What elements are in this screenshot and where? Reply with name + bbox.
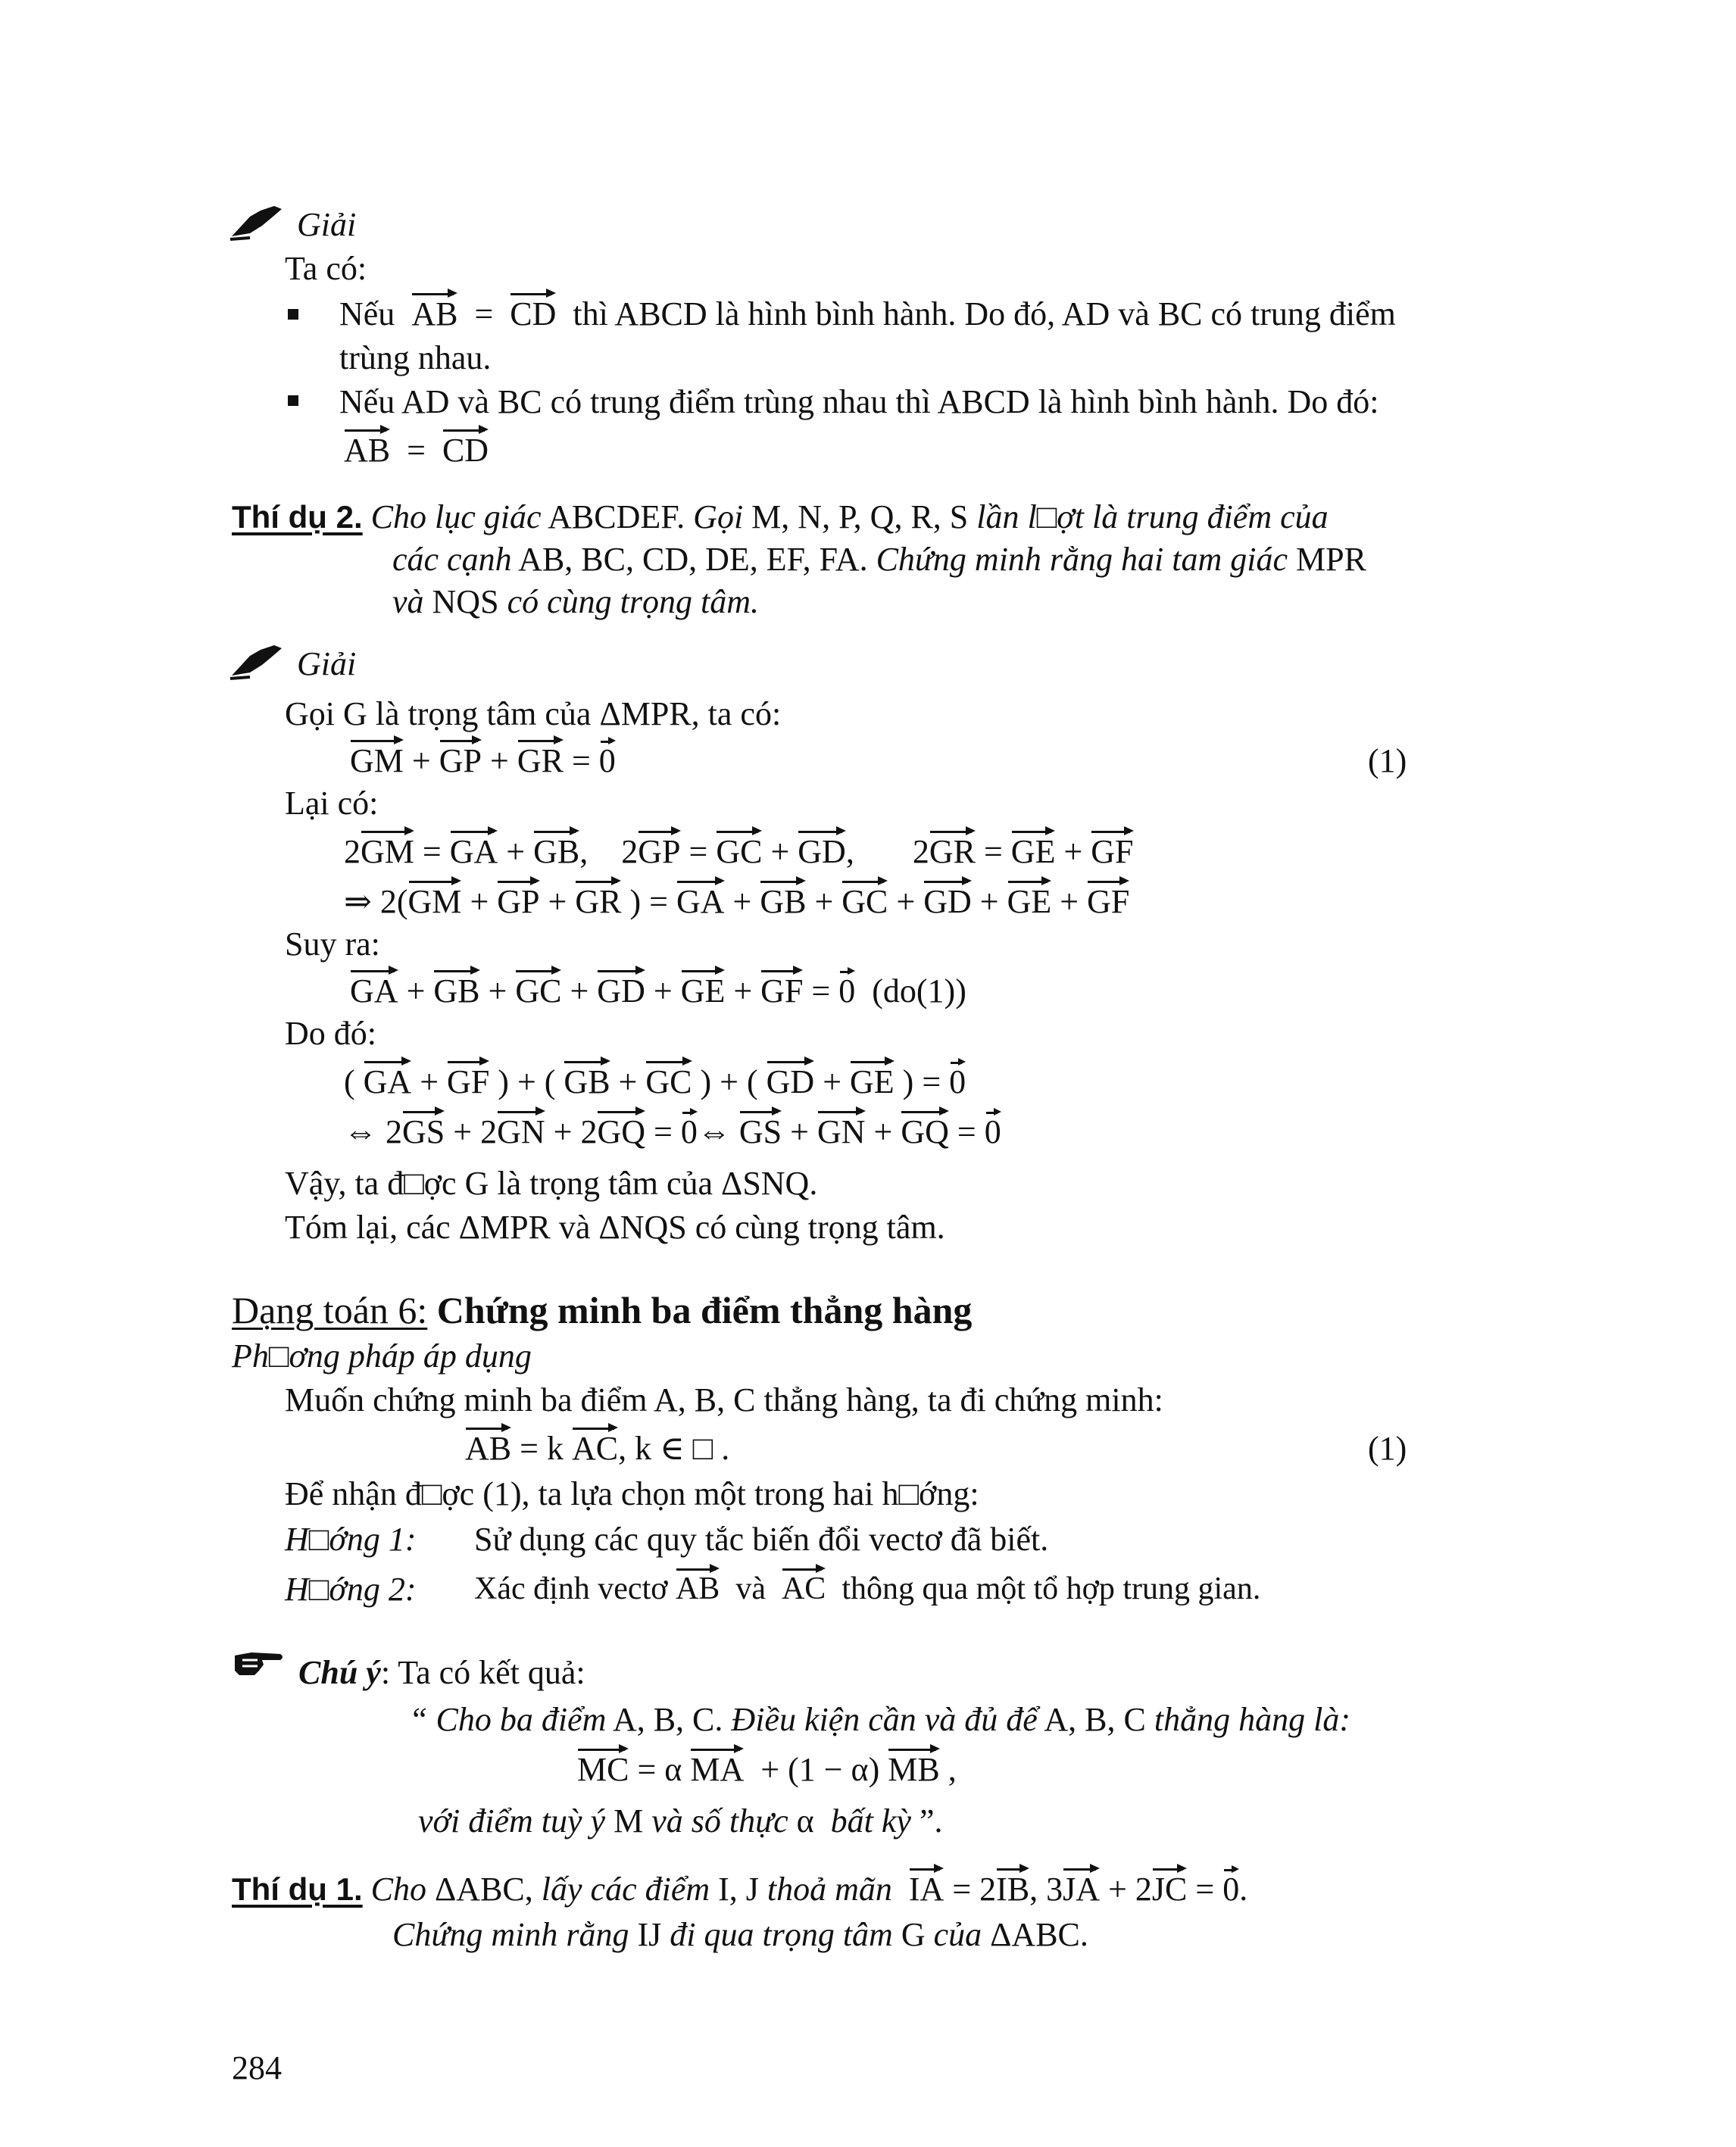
bullet-square xyxy=(288,309,298,320)
sol2-lai-co: Lại có: xyxy=(285,785,379,822)
sol1-bullet2-eq: AB = CD xyxy=(344,432,489,469)
note-quote-line3: với điểm tuỳ ý M và số thực α bất kỳ ”. xyxy=(418,1802,943,1840)
sol1-intro: Ta có: xyxy=(285,250,367,287)
sol2-tom-lai: Tóm lại, các ΔMPR và ΔNQS có cùng trọng tâm. xyxy=(285,1209,945,1246)
equation-number: (1) xyxy=(1368,1430,1407,1467)
equation-number: (1) xyxy=(1368,742,1407,779)
sol2-eq4: GA + GB + GC + GD + GE + GF = 0 (do(1)) xyxy=(350,972,966,1010)
sol2-eq6: ⇔ 2GS + 2GN + 2GQ = 0⇔ GS + GN + GQ = 0 xyxy=(344,1113,1001,1150)
bullet-square xyxy=(288,395,298,406)
writing-hand-icon xyxy=(227,642,286,682)
dang6-formula: AB = k AC, k ∈ □ . xyxy=(465,1430,730,1467)
example-2: Thí dụ 2. Cho lục giác ABCDEF. Gọi M, N, P, Q, R, S lần l□ợt là trung điểm của xyxy=(232,498,1329,535)
note: Chú ý: Ta có kết quả: xyxy=(298,1654,585,1691)
note-formula: MC = α MA + (1 − α) MB , xyxy=(577,1751,957,1788)
method-label: Ph□ơng pháp áp dụng xyxy=(232,1337,532,1375)
sol1-bullet2: Nếu AD và BC có trung điểm trùng nhau thì ABCD là hình bình hành. Do đó: xyxy=(339,383,1379,420)
example-2-line3: và NQS có cùng trọng tâm. xyxy=(392,583,759,620)
solution-label: Giải xyxy=(297,206,357,243)
example-2-line2: các cạnh AB, BC, CD, DE, EF, FA. Chứng minh rằng hai tam giác MPR xyxy=(392,541,1366,578)
sol2-eq2: 2GM = GA + GB, 2GP = GC + GD, 2GR = GE + GF xyxy=(344,833,1134,870)
dang6-line2: Để nhận đ□ợc (1), ta lựa chọn một trong hai h□ớng: xyxy=(285,1475,979,1512)
sol2-suy-ra: Suy ra: xyxy=(285,925,380,963)
sol2-line1: Gọi G là trọng tâm của ΔMPR, ta có: xyxy=(285,695,782,732)
solution-label: Giải xyxy=(297,645,357,682)
sol2-eq1: GM + GP + GR = 0 xyxy=(350,742,616,779)
sol2-eq3: ⇒ 2(GM + GP + GR ) = GA + GB + GC + GD + GE + GF xyxy=(344,883,1130,920)
example-1-line2: Chứng minh rằng IJ đi qua trọng tâm G của ΔABC. xyxy=(392,1916,1088,1953)
note-quote-line1: “ Cho ba điểm A, B, C. Điều kiện cần và đủ để A, B, C thẳng hàng là: xyxy=(409,1701,1350,1738)
pointing-hand-icon xyxy=(232,1648,285,1681)
sol2-vay: Vậy, ta đ□ợc G là trọng tâm của ΔSNQ. xyxy=(285,1165,818,1202)
direction-2-label: H□ớng 2: xyxy=(285,1571,417,1608)
sol1-bullet1-cont: trùng nhau. xyxy=(339,339,492,376)
direction-1-text: Sử dụng các quy tắc biến đổi vectơ đã biết. xyxy=(474,1521,1049,1558)
sol2-eq5: ( GA + GF ) + ( GB + GC ) + ( GD + GE ) = 0 xyxy=(344,1063,966,1100)
direction-1-label: H□ớng 1: xyxy=(285,1521,417,1558)
section-heading: Dạng toán 6: Chứng minh ba điểm thẳng hàng xyxy=(232,1289,973,1331)
page-number: 284 xyxy=(232,2049,282,2086)
dang6-line1: Muốn chứng minh ba điểm A, B, C thẳng hàng, ta đi chứng minh: xyxy=(285,1381,1163,1418)
direction-2-text: Xác định vectơ AB và AC thông qua một tổ hợp trung gian. xyxy=(474,1571,1261,1606)
sol1-bullet1: Nếu AB = CD thì ABCD là hình bình hành. Do đó, AD và BC có trung điểm xyxy=(339,295,1396,332)
example-1: Thí dụ 1. Cho ΔABC, lấy các điểm I, J thoả mãn IA = 2IB, 3JA + 2JC = 0. xyxy=(232,1871,1248,1908)
writing-hand-icon xyxy=(227,203,286,242)
sol2-do-do: Do đó: xyxy=(285,1015,376,1052)
